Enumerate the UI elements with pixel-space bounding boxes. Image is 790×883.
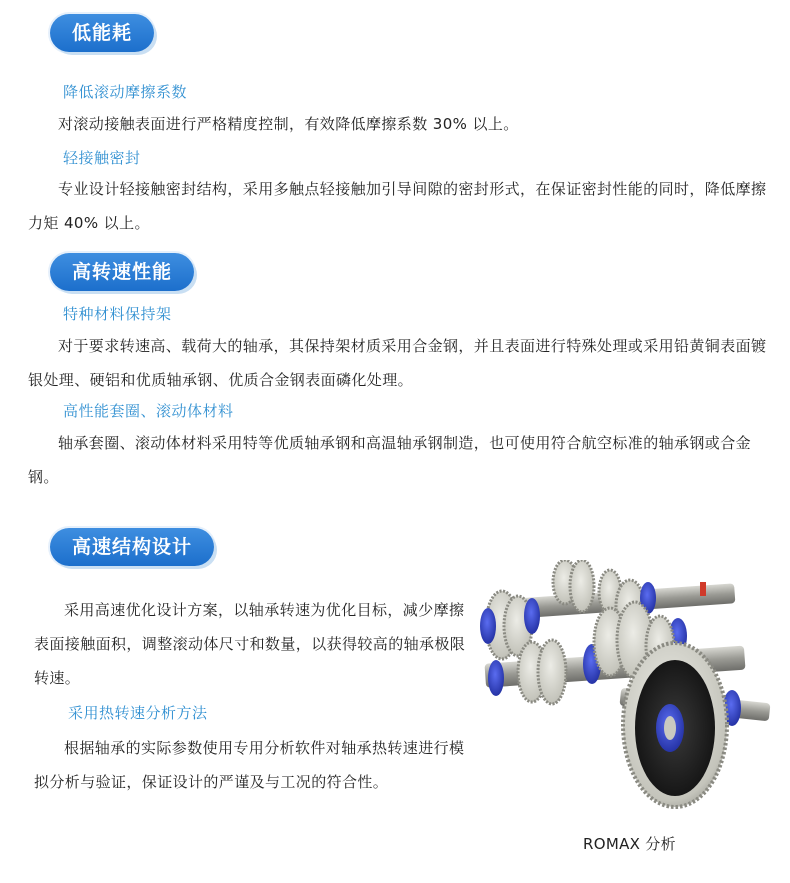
subtitle-reduce-friction: 降低滚动摩擦系数	[63, 83, 188, 101]
paragraph-optimization: 采用高速优化设计方案，以轴承转速为优化目标，减少摩擦表面接触面积，调整滚动体尺寸和数量，以获得较高的轴承极限转速。	[34, 601, 466, 687]
gearbox-illustration	[470, 560, 780, 830]
romax-gearbox-figure	[470, 560, 780, 830]
figure-caption: ROMAX 分析	[583, 835, 676, 853]
subtitle-light-seal: 轻接触密封	[63, 149, 141, 167]
section-title-low-energy: 低能耗	[50, 14, 154, 52]
subtitle-special-cage: 特种材料保持架	[63, 305, 172, 323]
large-gear	[623, 643, 727, 807]
paragraph-special-cage: 对于要求转速高、载荷大的轴承，其保持架材质采用合金钢，并且表面进行特殊处理或采用铅黄铜表面镀银处理、硬铝和优质轴承钢、优质合金钢表面磷化处理。	[28, 337, 767, 389]
paragraph-thermal-speed: 根据轴承的实际参数使用专用分析软件对轴承热转速进行模拟分析与验证，保证设计的严谨及与工况的符合性。	[34, 739, 465, 791]
subtitle-thermal-speed: 采用热转速分析方法	[68, 704, 208, 722]
subtitle-ring-material: 高性能套圈、滚动体材料	[63, 402, 234, 420]
paragraph-reduce-friction: 对滚动接触表面进行严格精度控制，有效降低摩擦系数 30% 以上。	[58, 115, 519, 133]
section-title-high-speed-design: 高速结构设计	[50, 528, 214, 566]
section-title-high-speed-performance: 高转速性能	[50, 253, 194, 291]
paragraph-light-seal: 专业设计轻接触密封结构，采用多触点轻接触加引导间隙的密封形式，在保证密封性能的同时，降低摩擦力矩 40% 以上。	[28, 180, 767, 232]
shaft-marker	[700, 582, 706, 596]
paragraph-ring-material: 轴承套圈、滚动体材料采用特等优质轴承钢和高温轴承钢制造，也可使用符合航空标准的轴承钢或合金钢。	[28, 434, 752, 486]
